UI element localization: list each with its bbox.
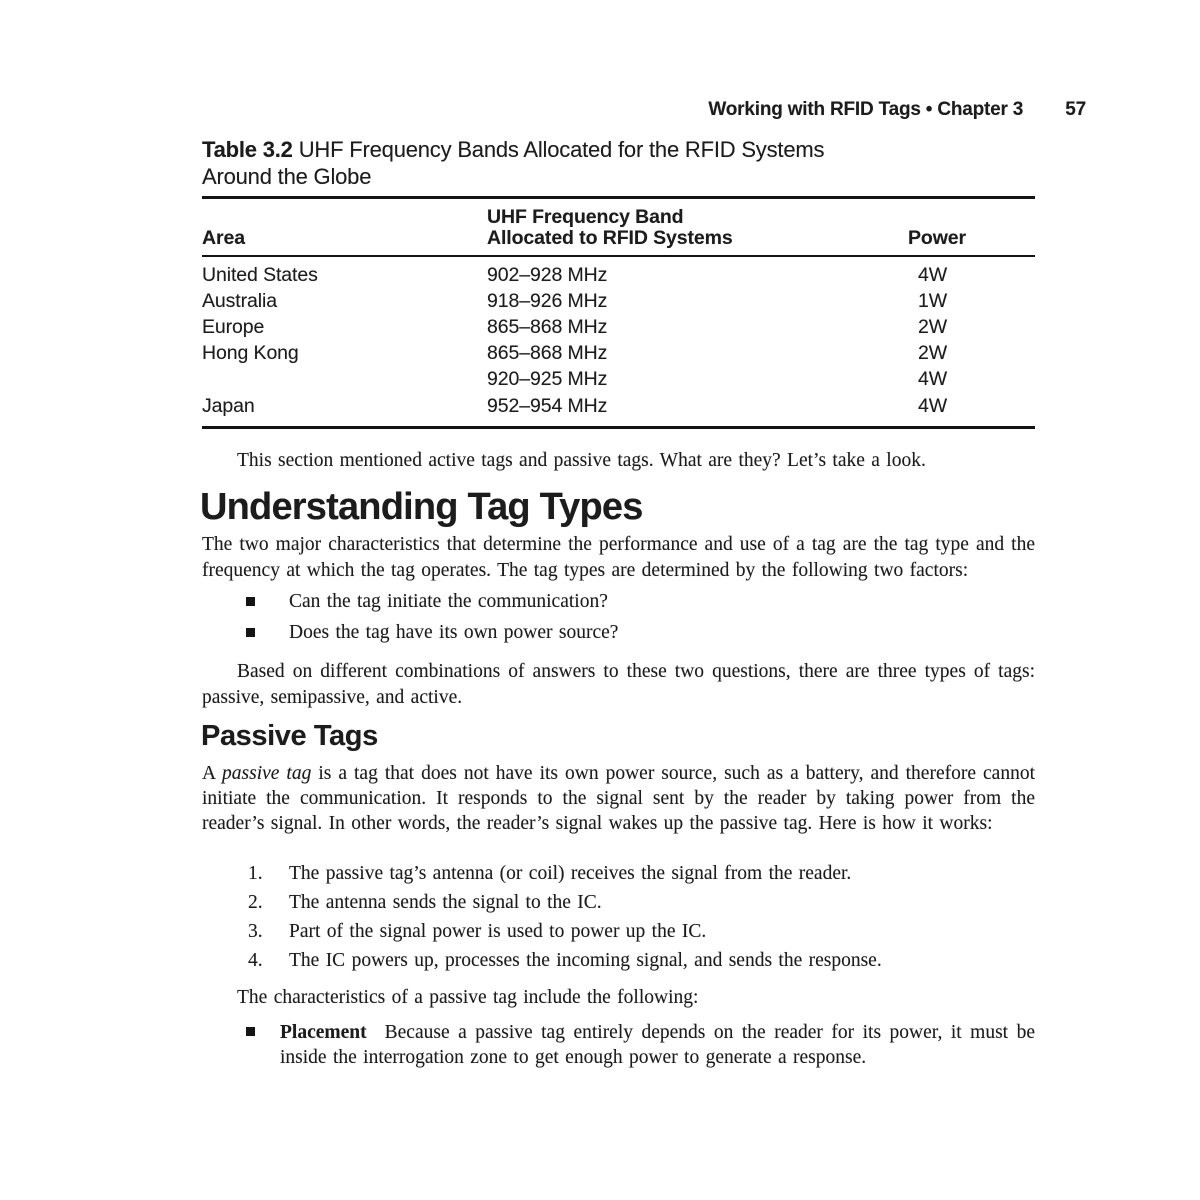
step-item: [202, 948, 1035, 974]
table-caption: [202, 136, 1035, 190]
step-number: 3.: [248, 921, 263, 942]
page-number: 57: [1065, 99, 1086, 120]
bullet-text: Does the tag have its own power source?: [289, 622, 619, 643]
step-text: The antenna sends the signal to the IC.: [289, 892, 602, 913]
table-row: [202, 314, 1035, 340]
bullet-square-icon: [246, 628, 255, 637]
column-header-band: UHF Frequency Band Allocated to RFID Systems: [487, 206, 733, 249]
cell-band: 865–868 MHz: [487, 342, 608, 365]
bullet-square-icon: [246, 1027, 255, 1036]
running-header-title: Working with RFID Tags • Chapter 3: [708, 99, 1024, 120]
step-item: [202, 919, 1035, 945]
characteristic-item: [202, 1020, 1035, 1070]
table-row: [202, 288, 1035, 314]
characteristic-term: Placement: [280, 1022, 367, 1043]
cell-band: 865–868 MHz: [487, 315, 608, 338]
table-caption-label: Table 3.2: [202, 137, 293, 162]
running-header: [202, 99, 1086, 121]
step-item: [202, 890, 1035, 916]
cell-power: 2W: [918, 342, 948, 365]
passive-tag-italic: passive tag: [222, 763, 312, 784]
section-heading-passive-tags: Passive Tags: [201, 720, 378, 752]
step-item: [202, 861, 1035, 887]
table-caption-line1: [202, 136, 1035, 163]
passive-tag-paragraph: [202, 761, 1035, 836]
step-number: 2.: [248, 892, 263, 913]
table-caption-line2: Around the Globe: [202, 164, 372, 189]
tag-combinations-paragraph: Based on different combinations of answers to these two questions, there are three types of tags: passive, semipassive, and active.: [202, 661, 1035, 708]
cell-power: 1W: [918, 289, 948, 312]
table-row: [202, 341, 1035, 367]
list-item: [202, 589, 1035, 615]
step-number: 4.: [248, 950, 263, 971]
tag-type-question-list: [202, 589, 1035, 651]
cell-area: Japan: [202, 394, 255, 417]
step-number: 1.: [248, 863, 263, 884]
table-row: [202, 262, 1035, 288]
characteristics-intro-paragraph: The characteristics of a passive tag include the following:: [237, 987, 699, 1008]
table-row: [202, 367, 1035, 393]
cell-area: Hong Kong: [202, 342, 299, 365]
passive-paragraph-rest: is a tag that does not have its own power source, such as a battery, and therefore cannot initiate the communication. It responds to the signal sent by the reader by taking power from the reader’s signal. In other words, the reader’s signal wakes up the passive tag. Here is how it works:: [202, 763, 1035, 834]
intro-paragraph: This section mentioned active tags and passive tags. What are they? Let’s take a look.: [237, 450, 926, 471]
characteristic-text: Because a passive tag entirely depends on the reader for its power, it must be inside the interrogation zone to get enough power to generate a response.: [280, 1022, 1035, 1068]
cell-band: 952–954 MHz: [487, 394, 608, 417]
cell-area: Europe: [202, 315, 265, 338]
step-text: The passive tag’s antenna (or coil) receives the signal from the reader.: [289, 863, 852, 884]
cell-power: 4W: [918, 263, 948, 286]
column-header-area: Area: [202, 227, 245, 249]
passive-paragraph-lead: A: [202, 763, 223, 784]
table-header-row: [202, 199, 1035, 255]
table-rule-bottom: [202, 426, 1035, 429]
bullet-square-icon: [246, 597, 255, 606]
list-item: [202, 620, 1035, 646]
characteristics-list: [202, 1020, 1035, 1070]
bullet-text: Can the tag initiate the communication?: [289, 591, 608, 612]
frequency-table: [202, 196, 1035, 429]
section-heading-understanding-tag-types: Understanding Tag Types: [200, 486, 643, 528]
cell-power: 2W: [918, 315, 948, 338]
cell-area: Australia: [202, 289, 277, 312]
cell-power: 4W: [918, 394, 948, 417]
cell-band: 902–928 MHz: [487, 263, 608, 286]
step-text: Part of the signal power is used to power up the IC.: [289, 921, 707, 942]
cell-band: 920–925 MHz: [487, 368, 608, 391]
cell-band: 918–926 MHz: [487, 289, 608, 312]
table-body: [202, 257, 1035, 426]
step-text: The IC powers up, processes the incoming signal, and sends the response.: [289, 950, 882, 971]
tag-types-paragraph: The two major characteristics that determine the performance and use of a tag are the tag type and the frequency at which the tag operates. The tag types are determined by the following two factors:: [202, 534, 1035, 581]
passive-tag-steps-list: [202, 861, 1035, 977]
cell-power: 4W: [918, 368, 948, 391]
table-caption-title: UHF Frequency Bands Allocated for the RFID Systems: [298, 137, 825, 162]
cell-area: United States: [202, 263, 318, 286]
table-row: [202, 393, 1035, 419]
column-header-power: Power: [908, 227, 967, 249]
